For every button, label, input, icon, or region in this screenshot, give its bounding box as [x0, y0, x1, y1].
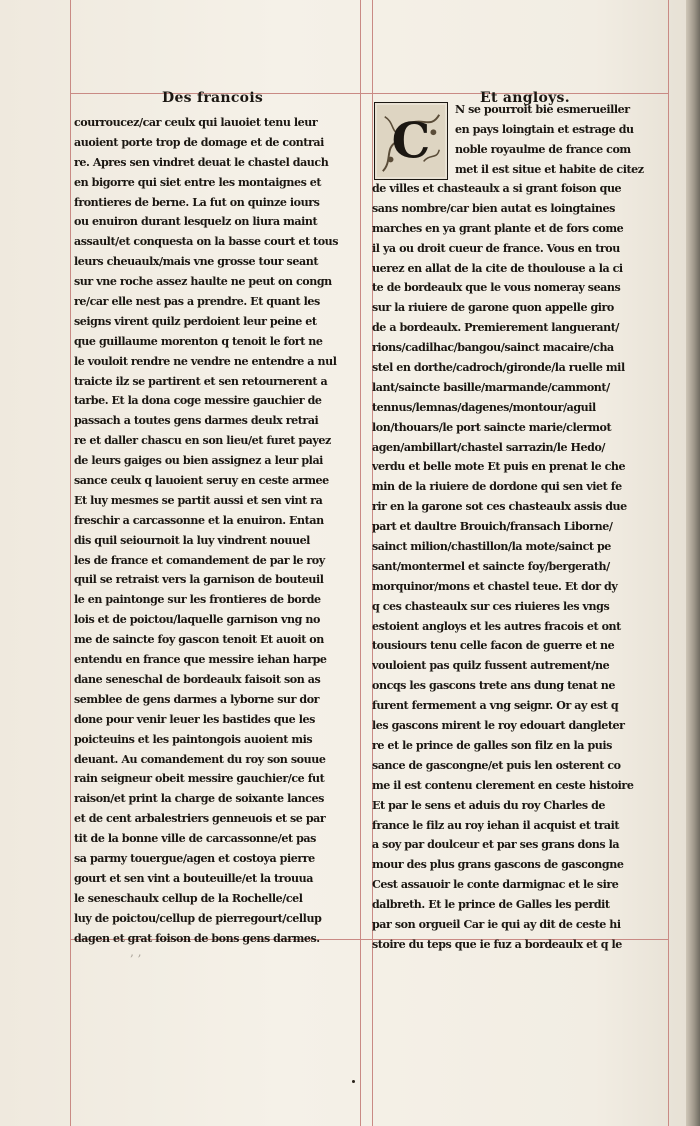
ink-dot — [352, 1080, 355, 1083]
text-line: poicteuins et les paintongois auoient mis — [74, 732, 313, 746]
text-line: N se pourroit bie esmerueiller — [455, 103, 630, 116]
text-line: tennus/lemnas/dagenes/montour/aguil — [372, 400, 596, 414]
text-line: et de cent arbalestriers genneuois et se par — [74, 812, 326, 826]
text-line: en bigorre qui siet entre les montaignes et — [74, 175, 322, 189]
text-line: rions/cadilhac/bangou/sainct macaire/cha — [372, 341, 614, 355]
text-line: done pour venir leuer les bastides que les — [74, 712, 315, 726]
text-line: quil se retraist vers la garnison de bouteuil — [74, 573, 324, 587]
text-line: luy de poictou/cellup de pierregourt/cellup — [74, 911, 322, 925]
text-line: entendu en france que messire iehan harpe — [74, 653, 327, 667]
running-head-left: Des francois — [162, 90, 264, 106]
text-line: furent fermement a vng seignr. Or ay est q — [372, 699, 619, 713]
text-line: freschir a carcassonne et la enuiron. Entan — [74, 513, 324, 527]
text-line: met il est situe et habite de citez — [455, 162, 644, 176]
text-line: a soy par doulceur et par ses grans dons la — [372, 838, 620, 852]
text-line: sur vne roche assez haulte ne peut on congn — [74, 275, 332, 289]
text-line: seigns virent quilz perdoient leur peine et — [74, 314, 317, 328]
text-line: marches en ya grant plante et de fors come — [372, 221, 624, 235]
page-edge — [686, 0, 700, 1126]
text-line: me de saincte foy gascon tenoit Et auoit on — [74, 633, 324, 647]
text-line: sa parmy touergue/agen et costoya pierre — [74, 851, 315, 865]
text-line: semblee de gens darmes a lyborne sur dor — [74, 692, 320, 706]
text-line: tarbe. Et la dona coge messire gauchier de — [74, 394, 322, 408]
text-line: me il est contenu clerement en ceste histoire — [372, 778, 634, 792]
text-line: Et luy mesmes se partit aussi et sen vint ra — [74, 493, 323, 507]
text-line: il ya ou droit cueur de france. Vous en trou — [372, 241, 620, 255]
margin-rule-left — [70, 0, 71, 1126]
left-text-column — [74, 113, 362, 948]
text-line: q ces chasteaulx sur ces riuieres les vngs — [372, 599, 610, 613]
text-line: uerez en allat de la cite de thoulouse a la ci — [372, 261, 623, 275]
text-line: le seneschaulx cellup de la Rochelle/cel — [74, 891, 303, 905]
text-line: de a bordeaulx. Premierement languerant/ — [372, 321, 619, 335]
text-line: que guillaume morenton q tenoit le fort ne — [74, 334, 323, 348]
text-line: leurs cheuaulx/mais vne grosse tour seant — [74, 255, 318, 269]
text-line: courroucez/car ceulx qui lauoiet tenu leur — [74, 116, 318, 129]
text-line: re. Apres sen vindret deuat le chastel dauch — [74, 155, 329, 169]
text-line: te de bordeaulx que le vous nomeray seans — [372, 281, 621, 295]
text-line: en pays loingtain et estrage du — [455, 122, 634, 136]
text-line: rain seigneur obeit messire gauchier/ce fut — [74, 772, 325, 786]
text-line: gourt et sen vint a bouteuille/et la trouua — [74, 871, 313, 885]
initial-letter-glyph: C — [391, 112, 431, 170]
text-line: re/car elle nest pas a prendre. Et quant les — [74, 295, 320, 309]
text-line: sant/montermel et saincte foy/bergerath/ — [372, 559, 610, 573]
show-through-mark: ‚ ‚ — [130, 945, 142, 959]
text-line: oncqs les gascons trete ans dung tenat ne — [372, 679, 616, 693]
text-line: re et daller chascu en son lieu/et furet payez — [74, 434, 331, 448]
ornament-initial-icon — [375, 103, 447, 179]
text-line: dis quil seiournoit la luy vindrent nouuel — [74, 533, 310, 547]
text-line: deuant. Au comandement du roy son souue — [74, 752, 326, 766]
head-rule — [70, 93, 668, 94]
text-line: sans nombre/car bien autat es loingtaines — [372, 201, 615, 215]
text-line: sur la riuiere de garone quon appelle giro — [372, 301, 614, 315]
text-line: de leurs gaiges ou bien assignez a leur plai — [74, 454, 323, 468]
text-line: passach a toutes gens darmes deulx retrai — [74, 414, 319, 428]
text-line: lant/saincte basille/marmande/cammont/ — [372, 380, 610, 394]
text-line: lon/thouars/le port saincte marie/clermot — [372, 420, 612, 434]
text-line: les de france et comandement de par le roy — [74, 553, 325, 567]
text-line: rir en la garone sot ces chasteaulx assis due — [372, 500, 627, 514]
text-line: noble royaulme de france com — [455, 142, 631, 156]
text-line: re et le prince de galles son filz en la puis — [372, 738, 612, 752]
text-line: morquinor/mons et chastel teue. Et dor dy — [372, 579, 618, 593]
text-line: dagen et grat foison de bons gens darmes. — [74, 931, 320, 945]
text-line: le vouloit rendre ne vendre ne entendre a nul — [74, 354, 337, 368]
text-line: ou enuiron durant lesquelz on liura maint — [74, 215, 318, 229]
running-head-right: Et angloys. — [480, 90, 570, 106]
text-line: sainct milion/chastillon/la mote/sainct pe — [372, 540, 611, 554]
text-line: sance ceulx q lauoient seruy en ceste armee — [74, 474, 329, 488]
text-line: vouloient pas quilz fussent autrement/ne — [372, 659, 610, 673]
right-text-column — [372, 179, 670, 955]
text-line: Cest assauoir le conte darmignac et le sire — [372, 878, 619, 892]
text-line: tousiours tenu celle facon de guerre et ne — [372, 639, 615, 653]
text-line: min de la riuiere de dordone qui sen viet fe — [372, 480, 622, 494]
text-line: dane seneschal de bordeaulx faisoit son as — [74, 672, 321, 686]
text-line: de villes et chasteaulx a si grant foison que — [372, 182, 622, 195]
text-line: assault/et conquesta on la basse court et tous — [74, 235, 339, 249]
text-line: raison/et print la charge de soixante lances — [74, 792, 324, 806]
text-line: traicte ilz se partirent et sen retournerent a — [74, 374, 328, 388]
text-line: les gascons mirent le roy edouart dangleter — [372, 719, 625, 733]
text-line: stel en dorthe/cadroch/gironde/la ruelle mil — [372, 361, 625, 375]
text-line: dalbreth. Et le prince de Galles les perdit — [372, 898, 610, 912]
text-line: le en paintonge sur les frontieres de borde — [74, 593, 321, 607]
text-line: par son orgueil Car ie qui ay dit de ceste hi — [372, 917, 621, 931]
text-line: agen/ambillart/chastel sarrazin/le Hedo/ — [372, 440, 605, 454]
text-line: auoient porte trop de domage et de contrai — [74, 135, 324, 149]
text-line: estoient angloys et les autres fracois et ont — [372, 619, 621, 633]
text-line: verdu et belle mote Et puis en prenat le che — [372, 460, 626, 474]
text-line: stoire du teps que ie fuz a bordeaulx et q le — [372, 937, 622, 951]
text-line: tit de la bonne ville de carcassonne/et pas — [74, 832, 316, 846]
decorated-initial-letter — [374, 102, 448, 180]
text-line: france le filz au roy iehan il acquist et trait — [372, 818, 620, 832]
right-text-column-top — [455, 100, 673, 180]
text-line: Et par le sens et aduis du roy Charles de — [372, 798, 605, 812]
text-line: part et daultre Brouich/fransach Liborne/ — [372, 520, 613, 534]
text-line: lois et de poictou/laquelle garnison vng no — [74, 613, 320, 627]
text-line: sance de gascongne/et puis len osterent co — [372, 758, 621, 772]
text-line: frontieres de berne. La fut on quinze iours — [74, 195, 320, 209]
text-line: mour des plus grans gascons de gascongne — [372, 858, 624, 872]
